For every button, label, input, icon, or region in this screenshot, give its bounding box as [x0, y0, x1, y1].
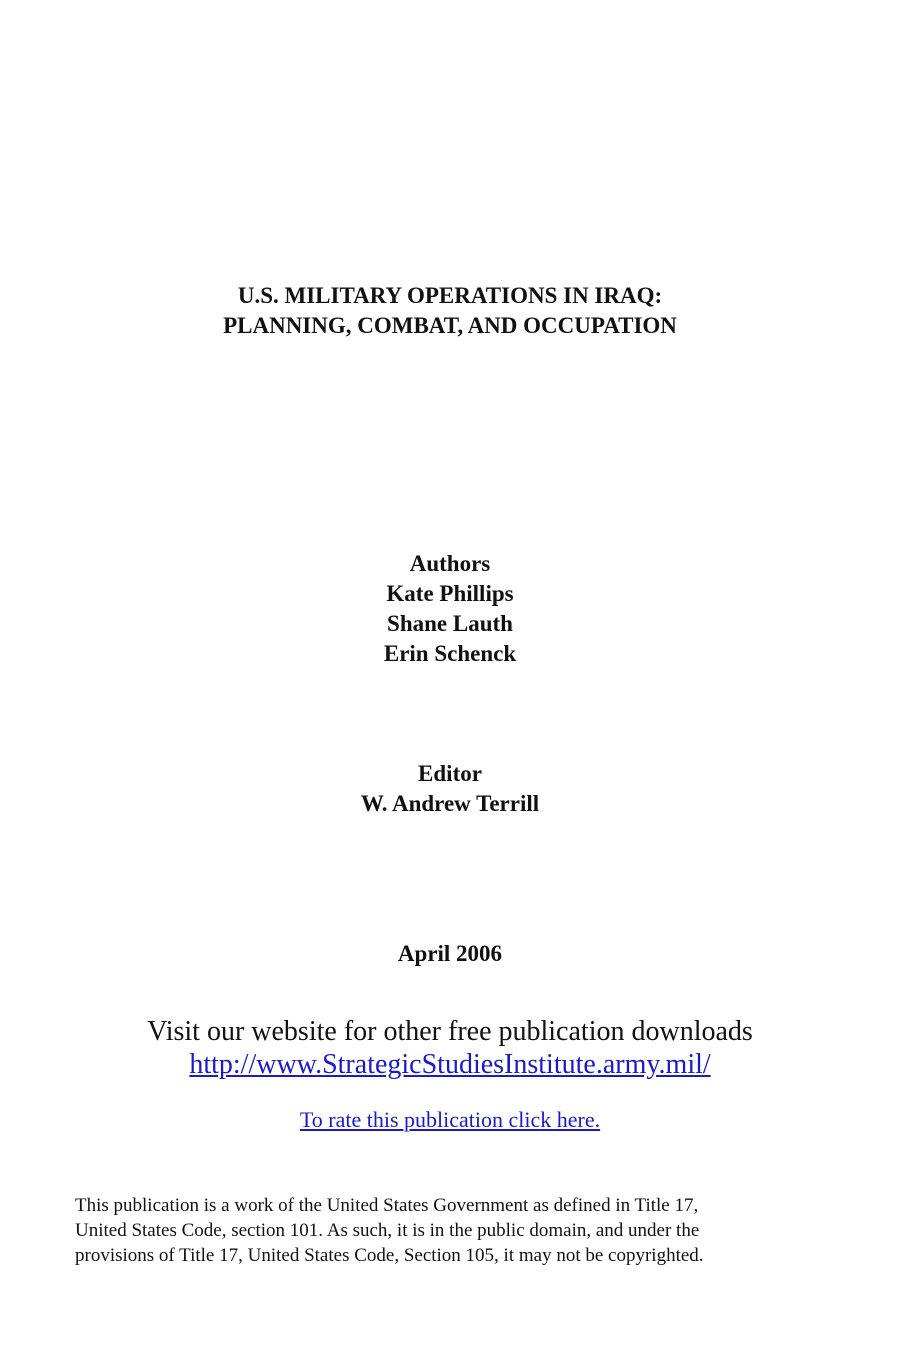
- document-title: [0, 281, 900, 341]
- title-line-2: PLANNING, COMBAT, AND OCCUPATION: [223, 313, 677, 338]
- author-name: Erin Schenck: [383, 641, 517, 666]
- publication-date: April 2006: [397, 941, 503, 966]
- website-text: Visit our website for other free publication downloads: [147, 1016, 753, 1047]
- website-link[interactable]: http://www.StrategicStudiesInstitute.army.mil/: [189, 1049, 711, 1080]
- notice-line-1: This publication is a work of the United States Government as defined in Title 17,: [75, 1195, 699, 1216]
- notice-line-2: United States Code, section 101. As such, it is in the public domain, and under the: [75, 1220, 700, 1241]
- authors-section: [0, 549, 900, 669]
- notice-line-3: provisions of Title 17, United States Code, Section 105, it may not be copyrighted.: [75, 1245, 704, 1266]
- copyright-notice: [75, 1193, 835, 1268]
- editor-name: W. Andrew Terrill: [360, 791, 540, 816]
- editor-section: [0, 759, 900, 819]
- authors-heading: Authors: [409, 551, 491, 576]
- author-name: Kate Phillips: [386, 581, 514, 606]
- rate-publication-link[interactable]: To rate this publication click here.: [299, 1107, 601, 1132]
- rate-section: [0, 1106, 900, 1134]
- title-line-1: U.S. MILITARY OPERATIONS IN IRAQ:: [237, 283, 663, 308]
- website-section: [0, 1015, 900, 1081]
- author-name: Shane Lauth: [387, 611, 513, 636]
- editor-heading: Editor: [418, 761, 482, 786]
